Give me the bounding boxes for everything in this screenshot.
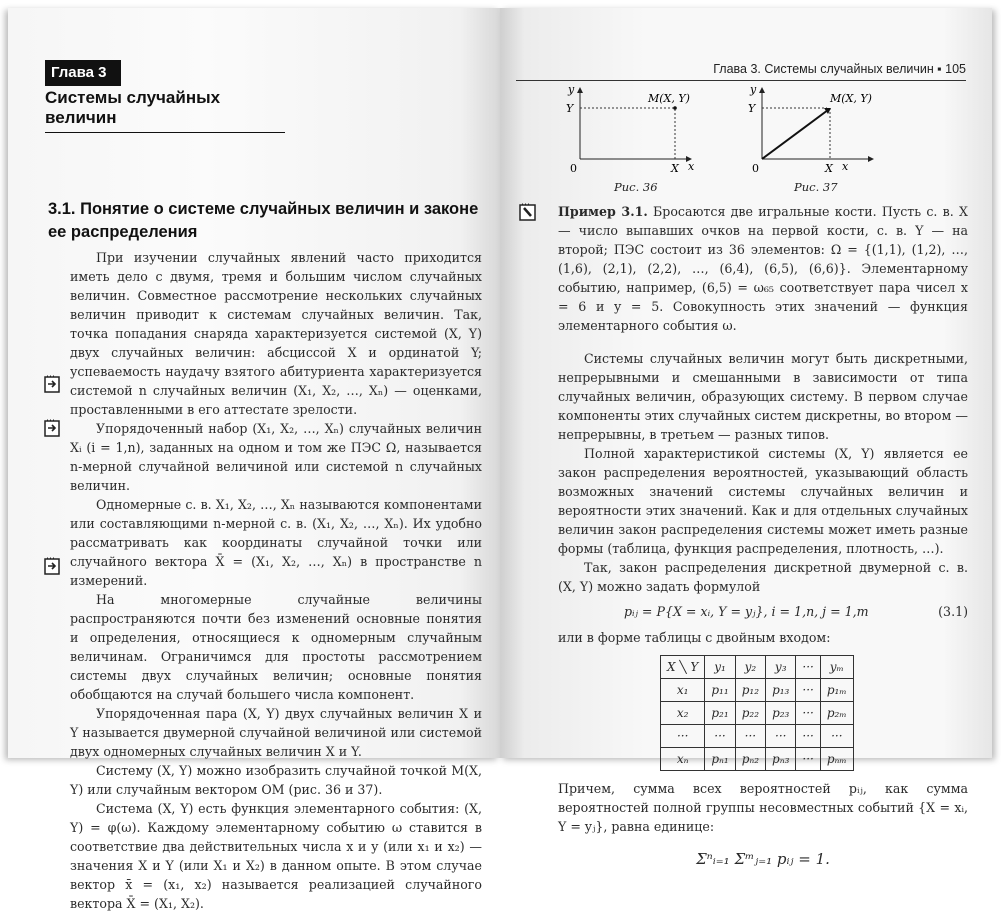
origin-label: 0 (752, 162, 759, 174)
table-cell: x₂ (661, 702, 705, 725)
formula-3-1 (558, 598, 968, 628)
chapter-title: Системы случайных величин (45, 88, 285, 133)
figure-36-caption: Рис. 36 (614, 180, 658, 194)
formula: pᵢⱼ = P{X = xᵢ, Y = yⱼ}, i = 1,n, j = 1,m (624, 604, 869, 619)
y-tick: Y (748, 102, 756, 115)
distribution-table (660, 655, 854, 771)
paragraph: Упорядоченная пара (X, Y) двух случайных величин X и Y называется двумерной случайной величиной или системой двух одномерных случайных величин X и Y. (70, 706, 482, 759)
table-cell: yₘ (820, 656, 853, 679)
table-cell: p₁₂ (735, 679, 765, 702)
definition-icon (43, 556, 63, 576)
example (558, 202, 968, 335)
table-cell: p₁ₘ (820, 679, 853, 702)
table-cell: xₙ (661, 748, 705, 771)
paragraph: Одномерные с. в. X₁, X₂, …, Xₙ называются компонентами или составляющими n-мерной с. в. (X₁, X₂, …, Xₙ). Их удобно рассматривать как координаты случайной точки или случайного вектора X̄ = (X₁, X₂, …, Xₙ) в пространстве n измерений. (70, 497, 482, 588)
figure-36 (560, 84, 700, 174)
x-tick: X (671, 162, 679, 174)
formula-number: (3.1) (938, 604, 968, 619)
table-cell: p₂₃ (766, 702, 796, 725)
table-row (661, 725, 854, 748)
paragraph: Систему (X, Y) можно изобразить случайной точкой M(X, Y) или случайным вектором OM (рис. 36 и 37). (70, 763, 482, 797)
right-body (558, 202, 968, 869)
table-cell: ··· (796, 656, 820, 679)
sum-formula: Σⁿᵢ₌₁ Σᵐⱼ₌₁ pᵢⱼ = 1. (696, 850, 830, 868)
table-cell: ··· (661, 725, 705, 748)
figure-37-caption: Рис. 37 (794, 180, 838, 194)
paragraph: Так, закон распределения дискретной двумерной с. в. (X, Y) можно задать формулой (558, 560, 968, 594)
table-cell: y₁ (705, 656, 735, 679)
table-cell: pₙₘ (820, 748, 853, 771)
table-cell: ··· (766, 725, 796, 748)
left-body (70, 248, 482, 913)
paragraph: Полной характеристикой системы (X, Y) является ее закон распределения вероятностей, указывающий область возможных значений системы случайных величин и вероятности этих значений. Как и для отдельных случайных величин закон распределения системы может иметь разные формы (таблица, функция распределения, плотность, …). (558, 446, 968, 556)
table-cell: p₂₁ (705, 702, 735, 725)
point-label: M(X, Y) (830, 92, 872, 105)
table-cell: ··· (820, 725, 853, 748)
table-cell: pₙ₃ (766, 748, 796, 771)
example-text: Бросаются две игральные кости. Пусть с. в. X — число выпавших очков на первой кости, с. в. Y — на второй; ПЭС состоит из 36 элементов: Ω = {(1,1), (1,2), …, (1,6), (2,1), (2,2), …, (6,4), (6,5), (6,6)}. Элементарному событию, например, (6,5) = ω₆₅ соответствует пара чисел x = 6 и y = 5. Совокупность этих значений — функция элементарного события ω. (558, 204, 968, 333)
table-cell: ··· (796, 748, 820, 771)
table-cell: y₃ (766, 656, 796, 679)
x-axis-label: x (842, 160, 849, 173)
figure-37 (742, 84, 882, 174)
definition-icon (43, 418, 63, 438)
table-cell: ··· (796, 725, 820, 748)
table-cell: ··· (735, 725, 765, 748)
running-head: Глава 3. Системы случайных величин ▪ 105 (516, 62, 966, 81)
table-cell: p₂ₘ (820, 702, 853, 725)
table-header-row (661, 656, 854, 679)
table-cell: ··· (796, 702, 820, 725)
y-axis-label: y (568, 84, 575, 96)
table-cell: ··· (705, 725, 735, 748)
x-tick: X (825, 162, 833, 174)
chapter-badge: Глава 3 (45, 60, 121, 86)
paragraph: Упорядоченный набор (X₁, X₂, …, Xₙ) случайных величин Xᵢ (i = 1,n), заданных на одном и том же ПЭС Ω, называется n-мерной случайной величиной или системой n случайных величин. (70, 421, 482, 493)
y-axis-label: y (750, 84, 757, 96)
table-cell: x₁ (661, 679, 705, 702)
paragraph: При изучении случайных явлений часто приходится иметь дело с двумя, тремя и большим числом случайных величин. Совместное рассмотрение нескольких случайных величин приводит к системам случайных величин. Так, точка попадания снаряда характеризуется системой (X, Y) двух случайных величин: абсциссой X и ординатой Y; успеваемость наудачу взятого абитуриента характеризуется системой n случайных величин (X₁, X₂, …, Xₙ) — оценками, проставленными в его аттестате зрелости. (70, 250, 482, 417)
table-cell: p₁₃ (766, 679, 796, 702)
definition-icon (43, 374, 63, 394)
table-row (661, 679, 854, 702)
table-intro: или в форме таблицы с двойным входом: (558, 630, 831, 645)
pencil-note-icon (518, 202, 538, 222)
paragraph: Системы случайных величин могут быть дискретными, непрерывными и смешанными в зависимости от типа случайных величин, образующих систему. В первом случае компоненты этих случайных систем дискретны, во втором — непрерывны, в третьем — разных типов. (558, 351, 968, 442)
table-cell: y₂ (735, 656, 765, 679)
table-cell: pₙ₁ (705, 748, 735, 771)
table-cell: X ╲ Y (661, 656, 705, 679)
table-row (661, 748, 854, 771)
point-label: M(X, Y) (648, 92, 690, 105)
section-title: 3.1. Понятие о системе случайных величин и законе ее распределения (48, 200, 479, 241)
table-cell: p₂₂ (735, 702, 765, 725)
example-label: Пример 3.1. (558, 204, 648, 219)
table-cell: pₙ₂ (735, 748, 765, 771)
paragraph: Система (X, Y) есть функция элементарного события: (X, Y) = φ(ω). Каждому элементарному событию ω ставится в соответствие два действительных числа x и y (или x₁ и x₂) — значения X и Y (или X₁ и X₂) в данном опыте. В этом случае вектор x̄ = (x₁, x₂) называется реализацией случайного вектора X̄ = (X₁, X₂). (70, 801, 482, 911)
table-row (661, 702, 854, 725)
y-tick: Y (566, 102, 574, 115)
table-cell: p₁₁ (705, 679, 735, 702)
x-axis-label: x (688, 160, 695, 173)
paragraph: Причем, сумма всех вероятностей pᵢⱼ, как сумма вероятностей полной группы несовместных событий {X = xᵢ, Y = yⱼ}, равна единице: (558, 781, 968, 834)
origin-label: 0 (570, 162, 577, 174)
table-cell: ··· (796, 679, 820, 702)
paragraph: На многомерные случайные величины распространяются почти без изменений основные понятия и определения, относящиеся к одномерным случайным величинам. Ограничимся для простоты рассмотрением системы двух случайных величин; основные понятия обобщаются на случай большего числа компонент. (70, 592, 482, 702)
